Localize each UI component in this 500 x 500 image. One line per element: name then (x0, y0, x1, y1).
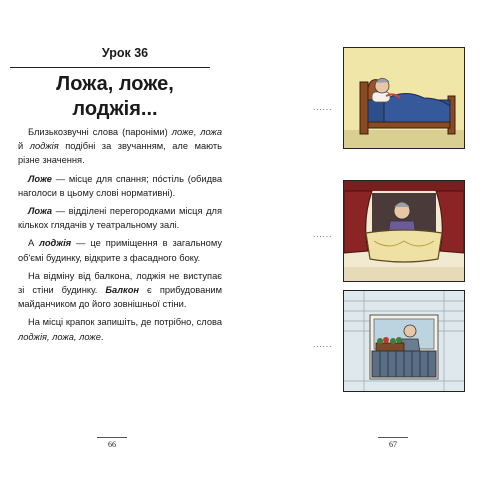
answer-blank-1[interactable]: ...... (313, 103, 333, 112)
text-run: . (100, 331, 104, 342)
answer-blank-3[interactable]: ...... (313, 340, 333, 349)
text-run: Ложа (28, 206, 53, 217)
text-run: А (28, 238, 40, 249)
text-run: подібні за звучанням, але мають різне значення. (18, 141, 222, 166)
bed-illustration (343, 47, 465, 149)
text-run: — відділені перегородками місця для кількох глядачів у театральному залі. (18, 206, 222, 231)
page-number-rule (378, 437, 408, 438)
text-run: й (18, 141, 30, 152)
body-text (18, 125, 222, 344)
lesson-number: Урок 36 (101, 46, 149, 60)
text-run: Балкон (105, 285, 140, 296)
answer-blank-2[interactable]: ...... (313, 230, 333, 239)
body-paragraph (18, 315, 222, 343)
text-run: ложа (200, 127, 222, 137)
text-run: , (193, 127, 201, 137)
loggia-illustration (343, 290, 465, 392)
theatre-box-illustration (343, 180, 465, 282)
text-run: є прибудованим майданчиком до його зовнішньої стіни. (18, 285, 222, 310)
text-run: На місці крапок запишіть, де потрібно, слова (28, 317, 222, 328)
page-number-left: 66 (108, 440, 116, 449)
text-run: — це приміщення в загальному об'ємі будинку, відкрите з фасадного боку. (18, 238, 222, 263)
title-line-2: лоджія... (72, 98, 158, 120)
text-run: лоджія, ложа, ложе (18, 331, 101, 342)
text-run: На відміну від балкона, лоджія не виступає зі стіни будинку. (18, 270, 222, 296)
body-paragraph (18, 269, 222, 312)
title-line-1: Ложа, ложе, (56, 73, 174, 95)
text-run: Близькозвучні слова (пароніми) (28, 127, 172, 137)
body-paragraph (18, 204, 222, 232)
page-number-right: 67 (389, 440, 397, 449)
text-run: — місце для спання; пóстіль (обидва наголоси в цьому слові нормативні). (18, 173, 222, 198)
body-paragraph (18, 172, 222, 200)
text-run: лоджія (29, 141, 59, 152)
text-run: ложе (171, 127, 194, 137)
text-run: Ложе (28, 173, 52, 184)
page-number-rule (97, 437, 127, 438)
title-divider (10, 67, 210, 68)
page-title (30, 72, 200, 122)
body-paragraph (18, 125, 222, 168)
text-run: лоджія (39, 238, 72, 249)
body-paragraph (18, 236, 222, 264)
